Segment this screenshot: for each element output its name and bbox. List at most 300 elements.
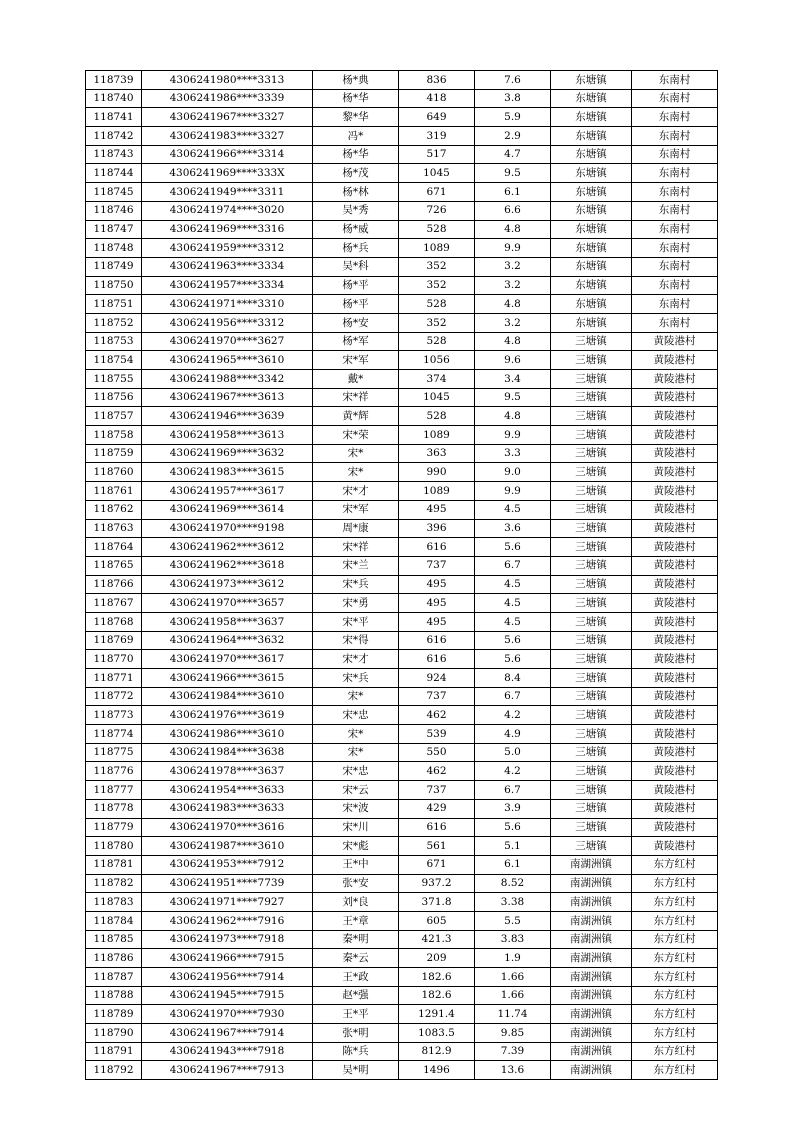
id-number-cell: 4306241949****3311 (142, 183, 313, 202)
sequence-number-cell: 118778 (86, 799, 142, 818)
id-number-cell: 4306241951****7739 (142, 874, 313, 893)
sequence-number-cell: 118780 (86, 837, 142, 856)
village-name-cell: 黄陵港村 (632, 500, 718, 519)
secondary-value-cell: 3.6 (475, 519, 551, 538)
secondary-value-cell: 3.2 (475, 257, 551, 276)
village-name-cell: 黄陵港村 (632, 388, 718, 407)
amount-value-cell: 616 (399, 631, 475, 650)
id-number-cell: 4306241969****3614 (142, 500, 313, 519)
person-name-cell: 杨*华 (313, 89, 399, 108)
village-name-cell: 东方红村 (632, 949, 718, 968)
village-name-cell: 东南村 (632, 295, 718, 314)
person-name-cell: 黄*辉 (313, 407, 399, 426)
amount-value-cell: 539 (399, 725, 475, 744)
person-name-cell: 宋*彪 (313, 837, 399, 856)
person-name-cell: 宋*才 (313, 650, 399, 669)
amount-value-cell: 319 (399, 127, 475, 146)
village-name-cell: 黄陵港村 (632, 351, 718, 370)
amount-value-cell: 726 (399, 201, 475, 220)
sequence-number-cell: 118761 (86, 482, 142, 501)
id-number-cell: 4306241969****333X (142, 164, 313, 183)
amount-value-cell: 1089 (399, 482, 475, 501)
person-name-cell: 吴*科 (313, 257, 399, 276)
town-name-cell: 三塘镇 (551, 519, 632, 538)
person-name-cell: 杨*军 (313, 332, 399, 351)
town-name-cell: 南湖洲镇 (551, 986, 632, 1005)
sequence-number-cell: 118741 (86, 108, 142, 127)
town-name-cell: 东塘镇 (551, 276, 632, 295)
sequence-number-cell: 118739 (86, 71, 142, 90)
id-number-cell: 4306241971****3310 (142, 295, 313, 314)
table-row (86, 500, 718, 519)
amount-value-cell: 421.3 (399, 930, 475, 949)
table-row (86, 762, 718, 781)
secondary-value-cell: 4.9 (475, 725, 551, 744)
secondary-value-cell: 4.2 (475, 706, 551, 725)
person-name-cell: 王*章 (313, 911, 399, 930)
table-row (86, 612, 718, 631)
amount-value-cell: 495 (399, 594, 475, 613)
town-name-cell: 三塘镇 (551, 687, 632, 706)
person-name-cell: 赵*强 (313, 986, 399, 1005)
town-name-cell: 三塘镇 (551, 444, 632, 463)
person-name-cell: 杨*兵 (313, 239, 399, 258)
town-name-cell: 三塘镇 (551, 781, 632, 800)
village-name-cell: 黄陵港村 (632, 743, 718, 762)
id-number-cell: 4306241967****3613 (142, 388, 313, 407)
secondary-value-cell: 6.1 (475, 855, 551, 874)
town-name-cell: 东塘镇 (551, 108, 632, 127)
secondary-value-cell: 11.74 (475, 1005, 551, 1024)
secondary-value-cell: 4.5 (475, 594, 551, 613)
village-name-cell: 黄陵港村 (632, 482, 718, 501)
town-name-cell: 三塘镇 (551, 669, 632, 688)
id-number-cell: 4306241973****7918 (142, 930, 313, 949)
id-number-cell: 4306241957****3617 (142, 482, 313, 501)
table-row (86, 426, 718, 445)
sequence-number-cell: 118757 (86, 407, 142, 426)
table-row (86, 575, 718, 594)
table-row (86, 855, 718, 874)
id-number-cell: 4306241962****3618 (142, 556, 313, 575)
person-name-cell: 王*政 (313, 968, 399, 987)
sequence-number-cell: 118781 (86, 855, 142, 874)
town-name-cell: 三塘镇 (551, 388, 632, 407)
person-name-cell: 张*明 (313, 1024, 399, 1043)
id-number-cell: 4306241965****3610 (142, 351, 313, 370)
secondary-value-cell: 8.52 (475, 874, 551, 893)
secondary-value-cell: 9.9 (475, 239, 551, 258)
secondary-value-cell: 6.6 (475, 201, 551, 220)
town-name-cell: 三塘镇 (551, 799, 632, 818)
town-name-cell: 三塘镇 (551, 612, 632, 631)
amount-value-cell: 528 (399, 295, 475, 314)
sequence-number-cell: 118788 (86, 986, 142, 1005)
person-name-cell: 宋*兵 (313, 575, 399, 594)
person-name-cell: 张*安 (313, 874, 399, 893)
village-name-cell: 黄陵港村 (632, 650, 718, 669)
town-name-cell: 南湖洲镇 (551, 874, 632, 893)
table-row (86, 220, 718, 239)
person-name-cell: 宋*忠 (313, 762, 399, 781)
amount-value-cell: 528 (399, 407, 475, 426)
town-name-cell: 三塘镇 (551, 482, 632, 501)
town-name-cell: 三塘镇 (551, 818, 632, 837)
id-number-cell: 4306241970****9198 (142, 519, 313, 538)
village-name-cell: 东方红村 (632, 968, 718, 987)
id-number-cell: 4306241954****3633 (142, 781, 313, 800)
id-number-cell: 4306241984****3638 (142, 743, 313, 762)
table-row (86, 706, 718, 725)
id-number-cell: 4306241966****3615 (142, 669, 313, 688)
village-name-cell: 东方红村 (632, 1042, 718, 1061)
table-row (86, 257, 718, 276)
table-row (86, 276, 718, 295)
sequence-number-cell: 118789 (86, 1005, 142, 1024)
secondary-value-cell: 5.9 (475, 108, 551, 127)
id-number-cell: 4306241986****3339 (142, 89, 313, 108)
village-name-cell: 黄陵港村 (632, 463, 718, 482)
town-name-cell: 三塘镇 (551, 332, 632, 351)
amount-value-cell: 812.9 (399, 1042, 475, 1061)
sequence-number-cell: 118769 (86, 631, 142, 650)
secondary-value-cell: 5.5 (475, 911, 551, 930)
id-number-cell: 4306241967****3327 (142, 108, 313, 127)
town-name-cell: 东塘镇 (551, 257, 632, 276)
table-row (86, 725, 718, 744)
secondary-value-cell: 4.5 (475, 612, 551, 631)
id-number-cell: 4306241966****3314 (142, 145, 313, 164)
person-name-cell: 宋*兵 (313, 669, 399, 688)
table-row (86, 127, 718, 146)
sequence-number-cell: 118767 (86, 594, 142, 613)
amount-value-cell: 605 (399, 911, 475, 930)
id-number-cell: 4306241953****7912 (142, 855, 313, 874)
amount-value-cell: 374 (399, 370, 475, 389)
sequence-number-cell: 118753 (86, 332, 142, 351)
village-name-cell: 黄陵港村 (632, 687, 718, 706)
amount-value-cell: 737 (399, 687, 475, 706)
sequence-number-cell: 118748 (86, 239, 142, 258)
sequence-number-cell: 118777 (86, 781, 142, 800)
id-number-cell: 4306241966****7915 (142, 949, 313, 968)
town-name-cell: 南湖洲镇 (551, 968, 632, 987)
village-name-cell: 东南村 (632, 145, 718, 164)
table-row (86, 874, 718, 893)
amount-value-cell: 1045 (399, 388, 475, 407)
village-name-cell: 黄陵港村 (632, 818, 718, 837)
person-name-cell: 王*中 (313, 855, 399, 874)
table-row (86, 1005, 718, 1024)
village-name-cell: 黄陵港村 (632, 631, 718, 650)
sequence-number-cell: 118770 (86, 650, 142, 669)
table-row (86, 239, 718, 258)
person-name-cell: 宋*祥 (313, 538, 399, 557)
id-number-cell: 4306241969****3316 (142, 220, 313, 239)
town-name-cell: 三塘镇 (551, 463, 632, 482)
town-name-cell: 东塘镇 (551, 313, 632, 332)
person-name-cell: 宋*荣 (313, 426, 399, 445)
id-number-cell: 4306241970****3627 (142, 332, 313, 351)
sequence-number-cell: 118742 (86, 127, 142, 146)
person-name-cell: 宋*勇 (313, 594, 399, 613)
person-name-cell: 宋*军 (313, 500, 399, 519)
table-row (86, 332, 718, 351)
sequence-number-cell: 118786 (86, 949, 142, 968)
secondary-value-cell: 5.6 (475, 631, 551, 650)
sequence-number-cell: 118743 (86, 145, 142, 164)
village-name-cell: 东方红村 (632, 874, 718, 893)
sequence-number-cell: 118764 (86, 538, 142, 557)
secondary-value-cell: 1.66 (475, 986, 551, 1005)
sequence-number-cell: 118765 (86, 556, 142, 575)
village-name-cell: 东南村 (632, 183, 718, 202)
secondary-value-cell: 3.2 (475, 313, 551, 332)
person-name-cell: 宋*得 (313, 631, 399, 650)
id-number-cell: 4306241943****7918 (142, 1042, 313, 1061)
amount-value-cell: 1089 (399, 426, 475, 445)
sequence-number-cell: 118752 (86, 313, 142, 332)
sequence-number-cell: 118744 (86, 164, 142, 183)
amount-value-cell: 937.2 (399, 874, 475, 893)
table-row (86, 201, 718, 220)
village-name-cell: 黄陵港村 (632, 444, 718, 463)
sequence-number-cell: 118772 (86, 687, 142, 706)
person-name-cell: 杨*威 (313, 220, 399, 239)
secondary-value-cell: 3.9 (475, 799, 551, 818)
town-name-cell: 南湖洲镇 (551, 893, 632, 912)
secondary-value-cell: 4.5 (475, 500, 551, 519)
town-name-cell: 三塘镇 (551, 725, 632, 744)
village-name-cell: 黄陵港村 (632, 556, 718, 575)
sequence-number-cell: 118771 (86, 669, 142, 688)
village-name-cell: 黄陵港村 (632, 612, 718, 631)
village-name-cell: 东南村 (632, 239, 718, 258)
sequence-number-cell: 118751 (86, 295, 142, 314)
secondary-value-cell: 4.8 (475, 220, 551, 239)
village-name-cell: 东南村 (632, 108, 718, 127)
id-number-cell: 4306241970****3616 (142, 818, 313, 837)
village-name-cell: 东南村 (632, 313, 718, 332)
town-name-cell: 南湖洲镇 (551, 1024, 632, 1043)
table-body (86, 71, 718, 1080)
town-name-cell: 三塘镇 (551, 370, 632, 389)
sequence-number-cell: 118782 (86, 874, 142, 893)
amount-value-cell: 737 (399, 556, 475, 575)
secondary-value-cell: 5.1 (475, 837, 551, 856)
secondary-value-cell: 4.8 (475, 407, 551, 426)
table-row (86, 313, 718, 332)
amount-value-cell: 561 (399, 837, 475, 856)
table-row (86, 837, 718, 856)
table-row (86, 781, 718, 800)
amount-value-cell: 182.6 (399, 986, 475, 1005)
town-name-cell: 东塘镇 (551, 183, 632, 202)
village-name-cell: 黄陵港村 (632, 762, 718, 781)
amount-value-cell: 737 (399, 781, 475, 800)
amount-value-cell: 1083.5 (399, 1024, 475, 1043)
amount-value-cell: 371.8 (399, 893, 475, 912)
village-name-cell: 黄陵港村 (632, 407, 718, 426)
amount-value-cell: 1089 (399, 239, 475, 258)
id-number-cell: 4306241974****3020 (142, 201, 313, 220)
sequence-number-cell: 118787 (86, 968, 142, 987)
town-name-cell: 东塘镇 (551, 201, 632, 220)
village-name-cell: 东方红村 (632, 986, 718, 1005)
secondary-value-cell: 6.7 (475, 687, 551, 706)
amount-value-cell: 616 (399, 650, 475, 669)
person-name-cell: 杨*平 (313, 276, 399, 295)
sequence-number-cell: 118740 (86, 89, 142, 108)
town-name-cell: 南湖洲镇 (551, 911, 632, 930)
person-name-cell: 陈*兵 (313, 1042, 399, 1061)
table-row (86, 968, 718, 987)
person-name-cell: 宋*忠 (313, 706, 399, 725)
table-row (86, 351, 718, 370)
table-row (86, 519, 718, 538)
town-name-cell: 东塘镇 (551, 164, 632, 183)
village-name-cell: 东方红村 (632, 1061, 718, 1080)
person-name-cell: 宋*军 (313, 351, 399, 370)
table-row (86, 650, 718, 669)
table-row (86, 930, 718, 949)
sequence-number-cell: 118749 (86, 257, 142, 276)
amount-value-cell: 671 (399, 183, 475, 202)
id-number-cell: 4306241978****3637 (142, 762, 313, 781)
table-row (86, 799, 718, 818)
secondary-value-cell: 3.83 (475, 930, 551, 949)
table-row (86, 818, 718, 837)
town-name-cell: 南湖洲镇 (551, 855, 632, 874)
id-number-cell: 4306241980****3313 (142, 71, 313, 90)
id-number-cell: 4306241987****3610 (142, 837, 313, 856)
sequence-number-cell: 118758 (86, 426, 142, 445)
secondary-value-cell: 7.39 (475, 1042, 551, 1061)
sequence-number-cell: 118754 (86, 351, 142, 370)
sequence-number-cell: 118745 (86, 183, 142, 202)
secondary-value-cell: 4.8 (475, 295, 551, 314)
sequence-number-cell: 118763 (86, 519, 142, 538)
sequence-number-cell: 118776 (86, 762, 142, 781)
table-row (86, 482, 718, 501)
town-name-cell: 东塘镇 (551, 239, 632, 258)
person-name-cell: 杨*典 (313, 71, 399, 90)
person-name-cell: 戴* (313, 370, 399, 389)
table-row (86, 631, 718, 650)
amount-value-cell: 924 (399, 669, 475, 688)
village-name-cell: 黄陵港村 (632, 575, 718, 594)
town-name-cell: 三塘镇 (551, 575, 632, 594)
person-name-cell: 杨*平 (313, 295, 399, 314)
table-row (86, 463, 718, 482)
id-number-cell: 4306241988****3342 (142, 370, 313, 389)
person-name-cell: 宋*波 (313, 799, 399, 818)
sequence-number-cell: 118756 (86, 388, 142, 407)
village-name-cell: 黄陵港村 (632, 837, 718, 856)
secondary-value-cell: 6.7 (475, 781, 551, 800)
table-row (86, 538, 718, 557)
town-name-cell: 三塘镇 (551, 538, 632, 557)
table-row (86, 986, 718, 1005)
amount-value-cell: 462 (399, 762, 475, 781)
id-number-cell: 4306241963****3334 (142, 257, 313, 276)
amount-value-cell: 1496 (399, 1061, 475, 1080)
person-name-cell: 杨*林 (313, 183, 399, 202)
secondary-value-cell: 13.6 (475, 1061, 551, 1080)
village-name-cell: 东方红村 (632, 911, 718, 930)
person-name-cell: 刘*良 (313, 893, 399, 912)
table-row (86, 949, 718, 968)
records-table (85, 70, 718, 1080)
amount-value-cell: 990 (399, 463, 475, 482)
id-number-cell: 4306241946****3639 (142, 407, 313, 426)
sequence-number-cell: 118779 (86, 818, 142, 837)
person-name-cell: 冯* (313, 127, 399, 146)
id-number-cell: 4306241969****3632 (142, 444, 313, 463)
table-row (86, 1042, 718, 1061)
id-number-cell: 4306241971****7927 (142, 893, 313, 912)
village-name-cell: 东南村 (632, 89, 718, 108)
person-name-cell: 杨*安 (313, 313, 399, 332)
person-name-cell: 宋*才 (313, 482, 399, 501)
id-number-cell: 4306241983****3615 (142, 463, 313, 482)
secondary-value-cell: 3.2 (475, 276, 551, 295)
village-name-cell: 黄陵港村 (632, 725, 718, 744)
amount-value-cell: 1291.4 (399, 1005, 475, 1024)
sequence-number-cell: 118792 (86, 1061, 142, 1080)
sequence-number-cell: 118750 (86, 276, 142, 295)
secondary-value-cell: 9.6 (475, 351, 551, 370)
town-name-cell: 南湖洲镇 (551, 1042, 632, 1061)
amount-value-cell: 528 (399, 332, 475, 351)
village-name-cell: 黄陵港村 (632, 669, 718, 688)
secondary-value-cell: 1.66 (475, 968, 551, 987)
town-name-cell: 东塘镇 (551, 295, 632, 314)
village-name-cell: 黄陵港村 (632, 426, 718, 445)
amount-value-cell: 550 (399, 743, 475, 762)
village-name-cell: 东方红村 (632, 930, 718, 949)
id-number-cell: 4306241967****7914 (142, 1024, 313, 1043)
id-number-cell: 4306241964****3632 (142, 631, 313, 650)
village-name-cell: 黄陵港村 (632, 594, 718, 613)
town-name-cell: 三塘镇 (551, 743, 632, 762)
secondary-value-cell: 5.6 (475, 818, 551, 837)
secondary-value-cell: 9.9 (475, 426, 551, 445)
secondary-value-cell: 5.6 (475, 538, 551, 557)
amount-value-cell: 495 (399, 575, 475, 594)
village-name-cell: 东方红村 (632, 893, 718, 912)
person-name-cell: 黎*华 (313, 108, 399, 127)
sequence-number-cell: 118774 (86, 725, 142, 744)
amount-value-cell: 429 (399, 799, 475, 818)
town-name-cell: 东塘镇 (551, 71, 632, 90)
secondary-value-cell: 7.6 (475, 71, 551, 90)
secondary-value-cell: 8.4 (475, 669, 551, 688)
amount-value-cell: 352 (399, 276, 475, 295)
town-name-cell: 三塘镇 (551, 706, 632, 725)
town-name-cell: 三塘镇 (551, 631, 632, 650)
sequence-number-cell: 118759 (86, 444, 142, 463)
amount-value-cell: 462 (399, 706, 475, 725)
secondary-value-cell: 4.5 (475, 575, 551, 594)
id-number-cell: 4306241973****3612 (142, 575, 313, 594)
secondary-value-cell: 3.3 (475, 444, 551, 463)
sequence-number-cell: 118775 (86, 743, 142, 762)
village-name-cell: 黄陵港村 (632, 370, 718, 389)
village-name-cell: 东南村 (632, 127, 718, 146)
town-name-cell: 南湖洲镇 (551, 1061, 632, 1080)
amount-value-cell: 517 (399, 145, 475, 164)
